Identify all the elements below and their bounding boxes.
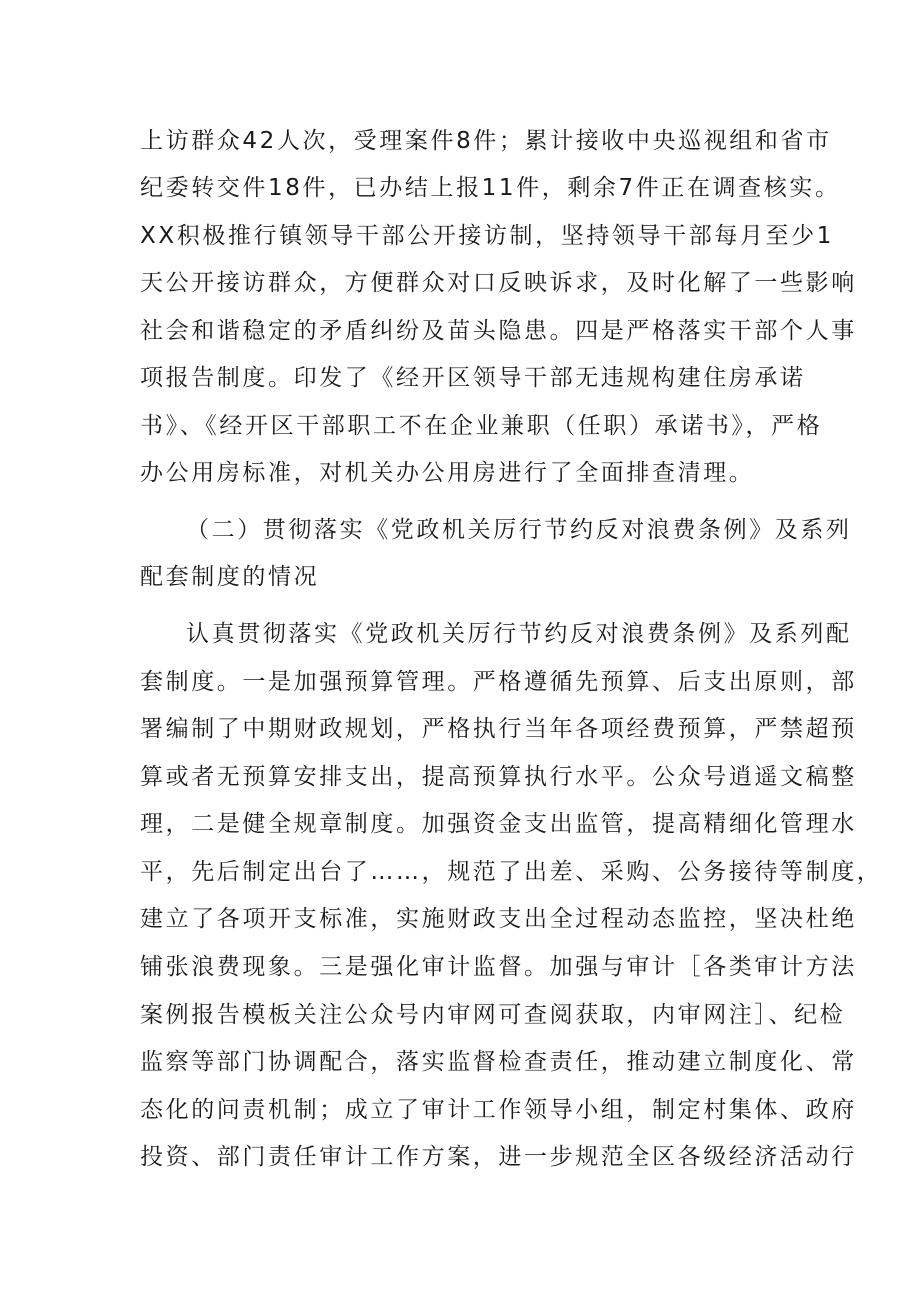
section-heading-continuation: 配套制度的情况 [140, 564, 320, 590]
body-text-line: 案例报告模板关注公众号内审网可查阅获取，内审网注］、纪检 [140, 1002, 846, 1028]
body-text-line: 项报告制度。印发了《经开区领导干部无违规构建住房承诺 [140, 365, 806, 391]
body-text-line: 套制度。一是加强预算管理。严格遵循先预算、后支出原则，部 [140, 669, 857, 695]
body-text-line: XX积极推行镇领导干部公开接访制，坚持领导干部每月至少1 [140, 223, 834, 249]
section-heading: （二）贯彻落实《党政机关厉行节约反对浪费条例》及系列 [186, 517, 852, 543]
body-text-line: 建立了各项开支标准，实施财政支出全过程动态监控，坚决杜绝 [140, 906, 857, 932]
body-text-line: 办公用房标准，对机关办公用房进行了全面排查清理。 [140, 460, 755, 486]
body-text-line: 社会和谐稳定的矛盾纠纷及苗头隐患。四是严格落实干部个人事 [140, 318, 857, 344]
body-text-line: 纪委转交件18件，已办结上报11件，剩余7件正在调查核实。 [140, 175, 841, 201]
body-text-line: 上访群众42人次，受理案件8件；累计接收中央巡视组和省市 [140, 128, 832, 154]
body-text-line: 铺张浪费现象。三是强化审计监督。加强与审计［各类审计方法 [140, 954, 857, 980]
body-text-line: 态化的问责机制；成立了审计工作领导小组，制定村集体、政府 [140, 1097, 857, 1123]
body-text-line: 书》、《经开区干部职工不在企业兼职（任职）承诺书》，严格 [140, 413, 823, 439]
body-text-line: 平，先后制定出台了……，规范了出差、采购、公务接待等制度， [140, 859, 883, 885]
body-text-line: 监察等部门协调配合，落实监督检查责任，推动建立制度化、常 [140, 1049, 857, 1075]
body-text-line: 署编制了中期财政规划，严格执行当年各项经费预算，严禁超预 [140, 716, 857, 742]
body-text-line: 认真贯彻落实《党政机关厉行节约反对浪费条例》及系列配 [186, 621, 852, 647]
body-text-line: 投资、部门责任审计工作方案，进一步规范全区各级经济活动行 [140, 1144, 857, 1170]
body-text-line: 理，二是健全规章制度。加强资金支出监管，提高精细化管理水 [140, 811, 857, 837]
body-text-line: 天公开接访群众，方便群众对口反映诉求，及时化解了一些影响 [140, 270, 857, 296]
body-text-line: 算或者无预算安排支出，提高预算执行水平。公众号逍遥文稿整 [140, 764, 857, 790]
